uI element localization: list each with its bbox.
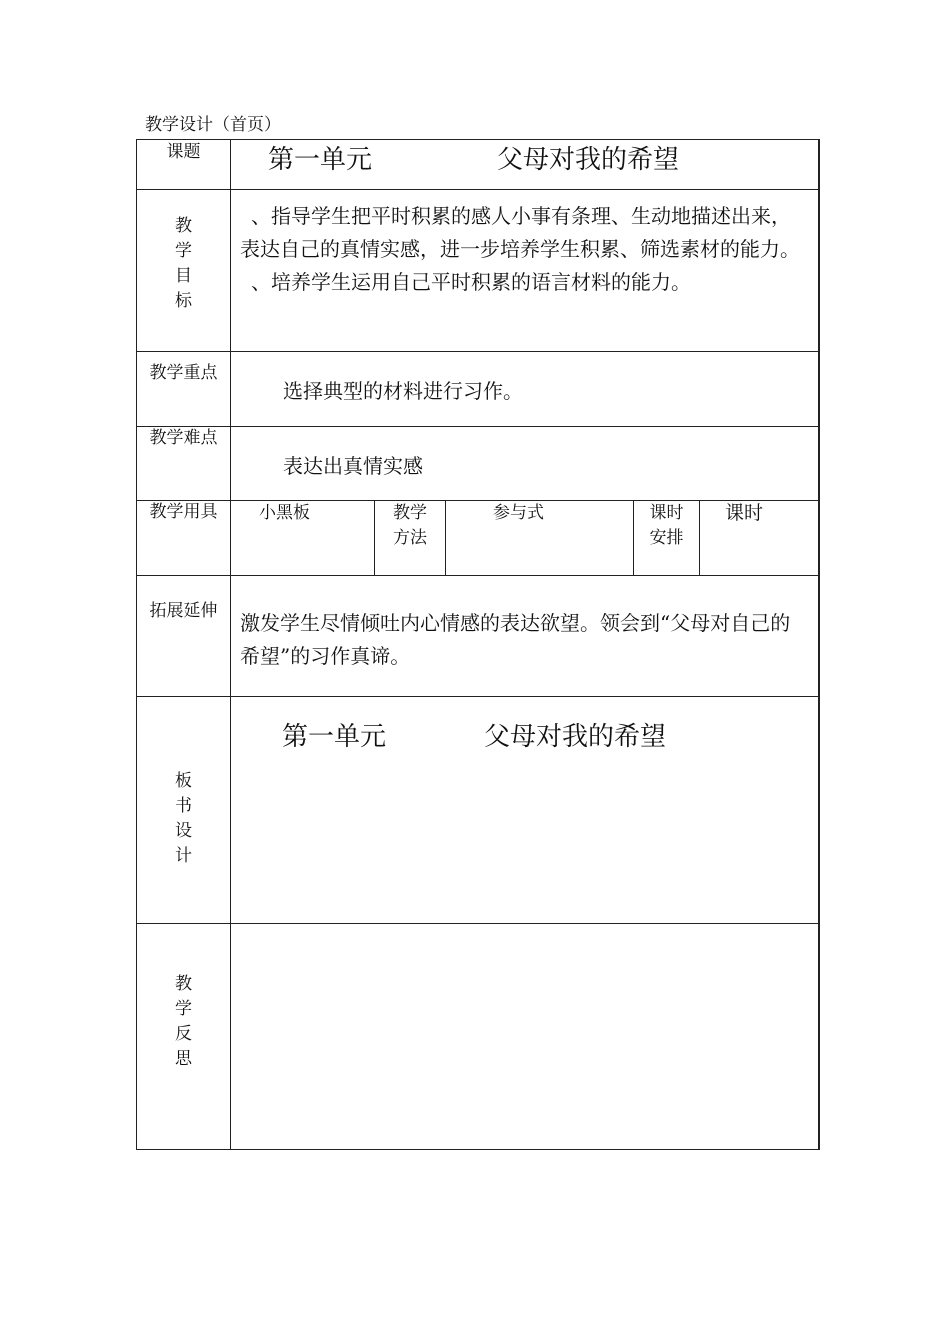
key-points-row [137,352,819,427]
difficulties-label-cell [137,427,231,501]
document-header: 教学设计（首页） [145,115,281,135]
tools-label-cell [137,501,231,576]
extension-value-cell [231,576,819,697]
objectives-label-char: 教 [175,216,192,236]
tools-value: 小黑板 [259,503,310,523]
method-label-line-2: 方法 [393,528,427,548]
board-design-row [137,697,819,924]
board-design-label-cell [137,697,231,924]
difficulties-text: 表达出真情实感 [283,454,423,478]
reflection-value-cell [231,924,819,1150]
reflection-row [137,924,819,1150]
objectives-label-char: 目 [175,266,192,286]
board-design-label-char: 板 [175,771,192,791]
board-unit: 第一单元 [282,722,387,752]
board-title: 父母对我的希望 [484,722,667,752]
objectives-row [137,190,819,352]
schedule-label-line-2: 安排 [649,528,684,548]
objectives-value-cell [231,190,819,352]
method-value: 参与式 [493,503,544,523]
key-points-text: 选择典型的材料进行习作。 [283,379,523,403]
tools-label: 教学用具 [149,502,218,522]
key-points-value-cell [231,352,819,427]
topic-unit: 第一单元 [268,145,373,175]
reflection-label-char: 教 [175,974,192,994]
lesson-plan-table [136,139,820,1150]
reflection-label-cell [137,924,231,1150]
objectives-label-char: 学 [175,241,192,261]
method-label-cell [375,501,446,576]
objective-item-1: 、指导学生把平时积累的感人小事有条理、生动地描述出来，表达自己的真情实感，进一步培养学生积累、筛选素材的能力。 [240,204,800,261]
key-points-label-cell [137,352,231,427]
topic-value-cell [231,140,819,190]
topic-label-cell [137,140,231,190]
objectives-label-char: 标 [175,291,192,311]
topic-row [137,140,819,190]
tools-row [137,501,819,576]
board-design-value-cell [231,697,819,924]
board-design-label-char: 设 [175,821,192,841]
reflection-label-char: 反 [175,1024,192,1044]
schedule-label-cell [634,501,700,576]
extension-text: 激发学生尽情倾吐内心情感的表达欲望。领会到“父母对自己的希望”的习作真谛。 [240,611,791,668]
schedule-value-cell [700,501,819,576]
schedule-value: 课时 [725,502,764,524]
method-label-line-1: 教学 [393,503,427,523]
difficulties-label: 教学难点 [149,428,218,448]
reflection-label-char: 思 [175,1049,192,1069]
board-design-label-char: 书 [175,796,192,816]
objective-item-2: 、培养学生运用自己平时积累的语言材料的能力。 [251,270,691,294]
difficulties-row [137,427,819,501]
schedule-label-line-1: 课时 [649,503,684,523]
key-points-label: 教学重点 [149,363,218,383]
reflection-label-char: 学 [175,999,192,1019]
topic-label: 课题 [166,142,201,162]
extension-row [137,576,819,697]
extension-label-cell [137,576,231,697]
topic-title: 父母对我的希望 [497,145,680,175]
objectives-label-cell [137,190,231,352]
extension-label: 拓展延伸 [149,601,218,621]
tools-value-cell [231,501,375,576]
board-design-label-char: 计 [175,846,192,866]
difficulties-value-cell [231,427,819,501]
method-value-cell [446,501,634,576]
